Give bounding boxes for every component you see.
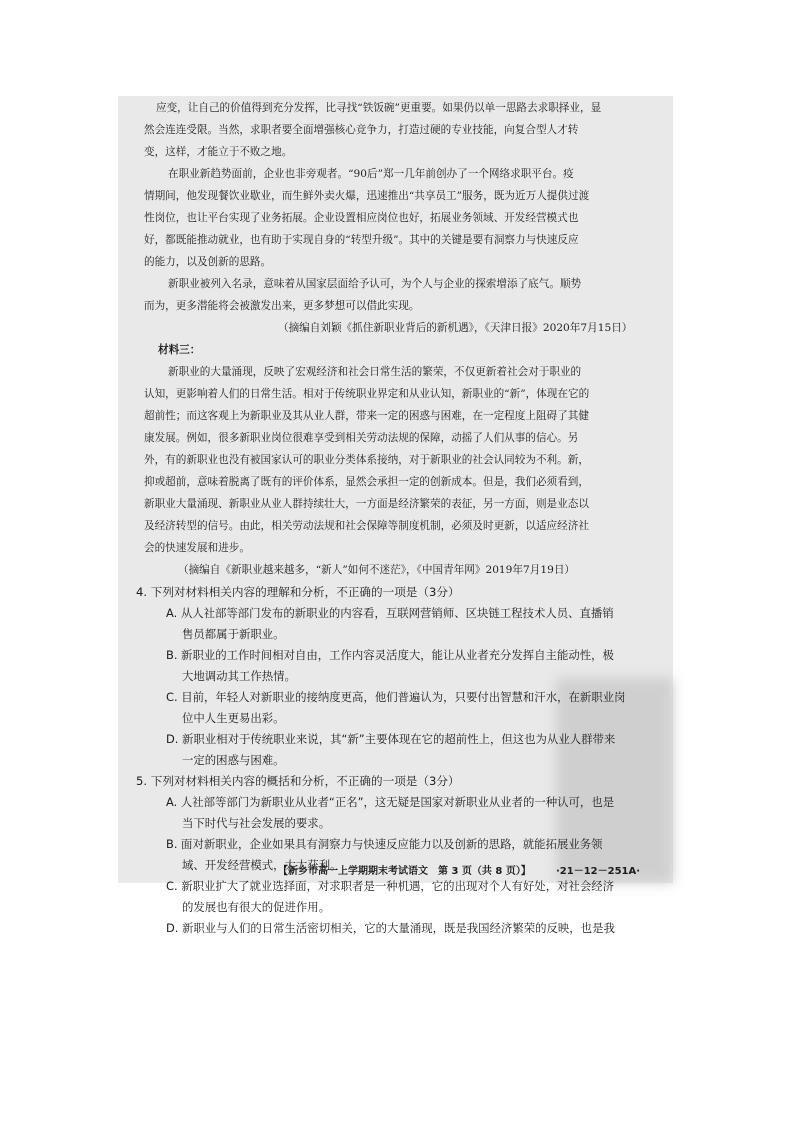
option-line: 当下时代与社会发展的要求。	[182, 816, 331, 830]
passage-line: 然会连连受限。当然，求职者要全面增强核心竞争力，打造过硬的专业技能，向复合型人才转	[144, 124, 579, 136]
passage-line: 及经济转型的信号。由此，相关劳动法规和社会保障等制度机制，必须及时更新，以适应经济社	[144, 520, 589, 532]
passage-line: 康发展。例如，很多新职业岗位很难享受到相关劳动法规的保障，动摇了人们从事的信心。另	[144, 432, 579, 444]
option-line: D. 新职业与人们的日常生活密切相关，它的大量涌现，既是我国经济繁荣的反映，也是我	[166, 921, 615, 935]
question-stem: 4. 下列对材料相关内容的理解和分析，不正确的一项是（3分）	[136, 585, 460, 599]
passage-line: 而为，更多潜能将会被激发出来，更多梦想可以借此实现。	[144, 300, 420, 312]
passage-line: 认知，更影响着人们的日常生活。相对于传统职业界定和从业认知，新职业的“新”，体现在它的	[144, 388, 590, 400]
passage-line: 性岗位，也让平台实现了业务拓展。企业设置相应岗位也好，拓展业务领域、开发经营模式也	[144, 212, 579, 224]
option-line: B. 面对新职业，企业如果具有洞察力与快速反应能力以及创新的思路，就能拓展业务领	[166, 837, 603, 851]
source-citation: （摘编自《新职业越来越多，“新人”如何不迷茫》，《中国青年网》2019年7月19日）	[178, 564, 576, 576]
passage-line: 新职业被列入名录，意味着从国家层面给予认可，为个人与企业的探索增添了底气。顺势	[168, 278, 582, 290]
option-line: B. 新职业的工作时间相对自由，工作内容灵活度大，能让从业者充分发挥自主能动性，极	[166, 648, 614, 662]
question-stem: 5. 下列对材料相关内容的概括和分析，不正确的一项是（3分）	[136, 774, 460, 788]
option-line: 位中人生更易出彩。	[182, 711, 285, 725]
passage-line: 新职业的大量涌现，反映了宏观经济和社会日常生活的繁荣，不仅更新着社会对于职业的	[168, 366, 582, 378]
footer-code: ·21－12－251A·	[556, 866, 641, 877]
option-line: D. 新职业相对于传统职业来说，其“新”主要体现在它的超前性上，但这也为从业人群带来	[166, 732, 616, 746]
passage-line: 变，这样，才能立于不败之地。	[144, 146, 293, 158]
scanned-page	[118, 96, 673, 935]
source-citation: （摘编自刘颖《抓住新职业背后的新机遇》，《天津日报》2020年7月15日）	[278, 322, 633, 334]
option-line: A. 人社部等部门为新职业从业者“正名”，这无疑是国家对新职业从业者的一种认可，也是	[166, 795, 615, 809]
passage-line: 外，有的新职业也没有被国家认可的职业分类体系接纳，对于新职业的社会认同较为不利。新，	[144, 454, 589, 466]
passage-line: 新职业大量涌现、新职业从业人群持续壮大，一方面是经济繁荣的表征，另一方面，则是业态以	[144, 498, 589, 510]
passage-line: 在职业新趋势面前，企业也非旁观者。“90后”郑一几年前创办了一个网络求职平台。疫	[168, 168, 574, 180]
footer-title: 【新乡市高一上学期期末考试语文 第 3 页（共 8 页）】	[278, 866, 531, 877]
option-line: C. 新职业扩大了就业选择面，对求职者是一种机遇，它的出现对个人有好处，对社会经济	[166, 879, 615, 893]
passage-line: 抑或超前，意味着脱离了既有的评价体系，显然会承担一定的创新成本。但是，我们必须看到，	[144, 476, 589, 488]
option-line: 的发展也有很大的促进作用。	[182, 900, 331, 914]
passage-line: 会的快速发展和进步。	[144, 542, 250, 554]
passage-line: 应变，让自己的价值得到充分发挥，比寻找“铁饭碗”更重要。如果仍以单一思路去求职择业，显	[156, 102, 602, 114]
option-line: 售员都属于新职业。	[182, 627, 285, 641]
passage-line: 的能力，以及创新的思路。	[144, 256, 272, 268]
material-heading: 材料三：	[158, 344, 201, 356]
option-line: 大地调动其工作热情。	[182, 669, 296, 683]
passage-line: 好，都既能推动就业，也有助于实现自身的“转型升级”。其中的关键是要有洞察力与快速反应	[144, 234, 579, 246]
passage-line: 情期间，他发现餐饮业歇业，而生鲜外卖火爆，迅速推出“共享员工”服务，既为近万人提供过渡	[144, 190, 590, 202]
option-line: A. 从人社部等部门发布的新职业的内容看，互联网营销师、区块链工程技术人员、直播销	[166, 606, 614, 620]
passage-line: 超前性；而这客观上为新职业及其从业人群，带来一定的困惑与困难，在一定程度上阻碍了其健	[144, 410, 589, 422]
option-line: 域、开发经营模式，大大获利。	[182, 858, 342, 872]
option-line: 一定的困惑与困难。	[182, 753, 285, 767]
option-line: C. 目前，年轻人对新职业的接纳度更高，他们普遍认为，只要付出智慧和汗水，在新职业岗	[166, 690, 626, 704]
